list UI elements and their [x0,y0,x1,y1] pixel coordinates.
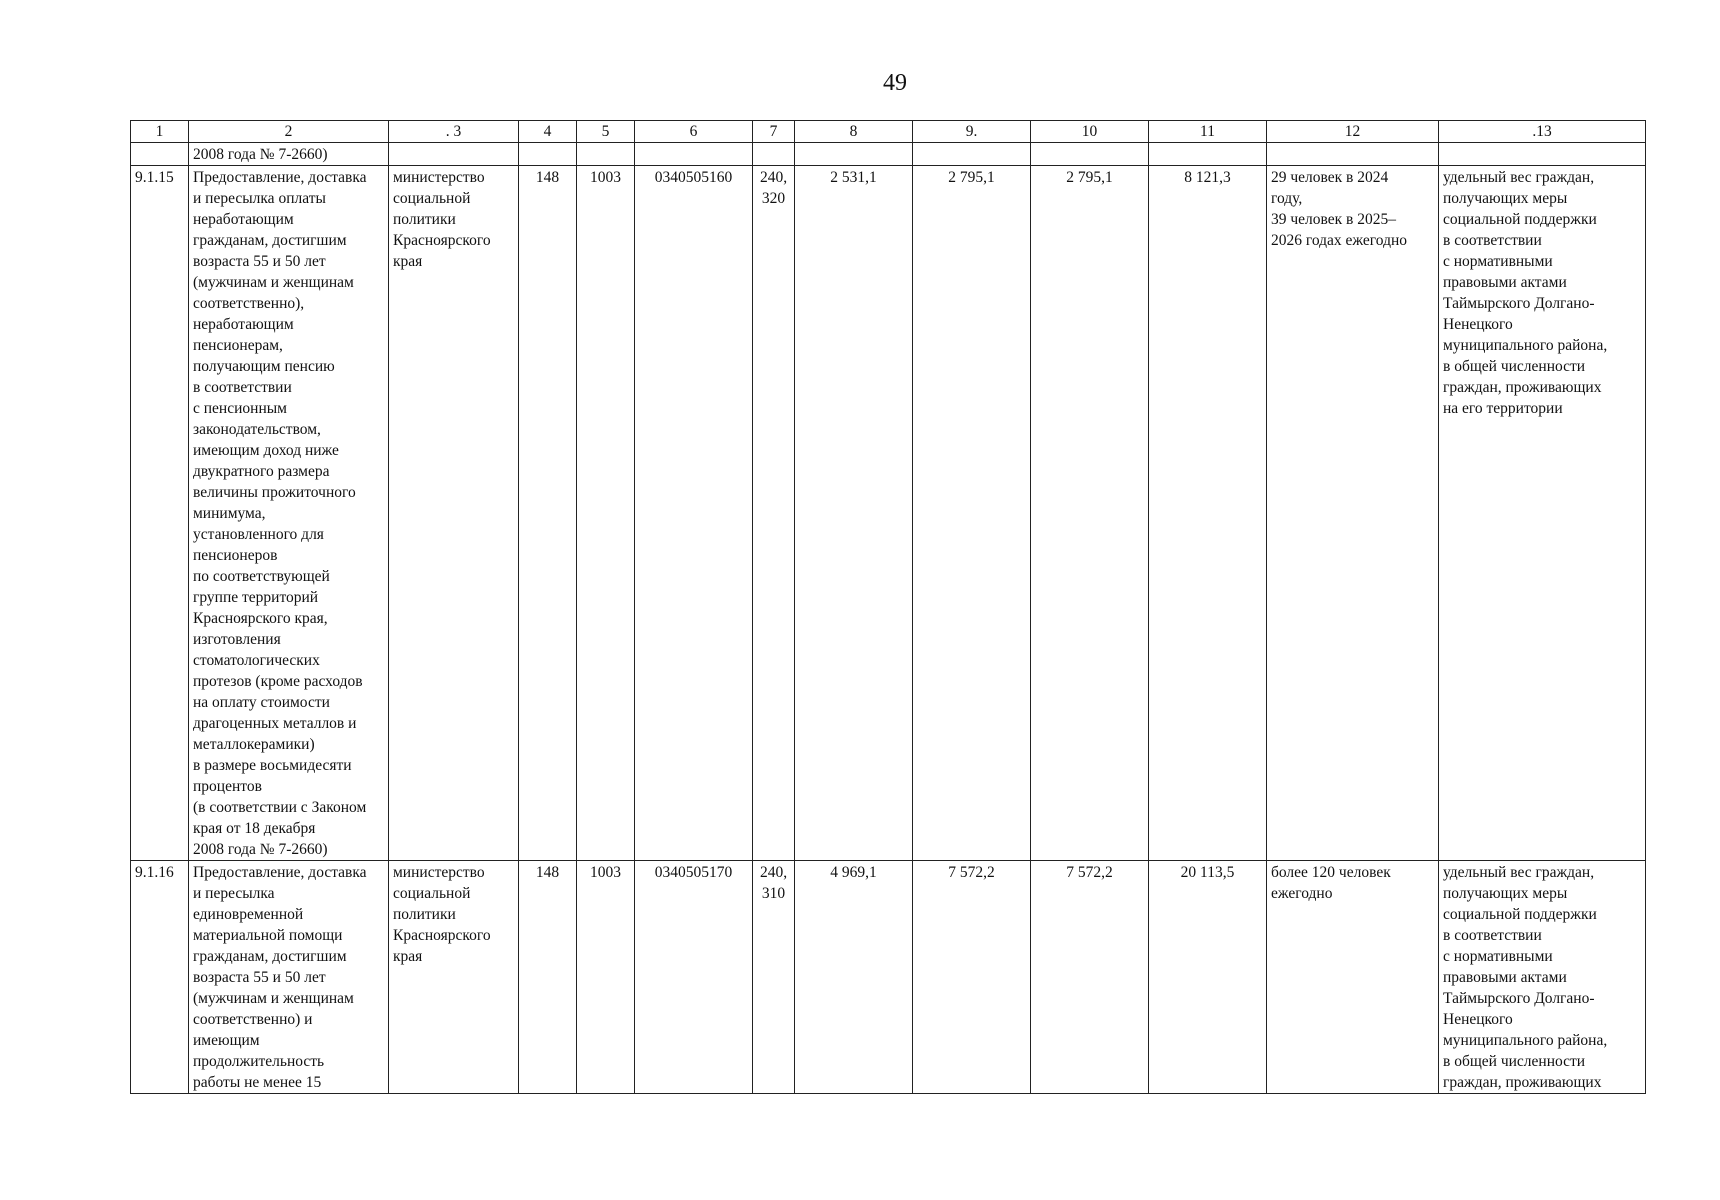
header-cell: 4 [519,121,577,143]
cell-col-11: 20 113,5 [1149,861,1267,1094]
executor: министерство социальной политики Красноярского края [389,166,519,861]
cell-col-7: 240, 320 [753,166,795,861]
cell-col-4: 148 [519,166,577,861]
cell-col-9: 7 572,2 [913,861,1031,1094]
cell-col-13: удельный вес граждан, получающих меры социальной поддержки в соответствии с нормативными правовыми актами Таймырского Долгано- Ненецкого муниципального района, в общей численности граждан, проживающих [1439,861,1646,1094]
header-cell: 6 [635,121,753,143]
cell-col-5: 1003 [577,166,635,861]
header-cell: . 3 [389,121,519,143]
header-cell: 8 [795,121,913,143]
cell-col-8: 4 969,1 [795,861,913,1094]
cell-col-10: 2 795,1 [1031,166,1149,861]
cell-col-11: 8 121,3 [1149,166,1267,861]
continuation-text: 2008 года № 7-2660) [189,143,389,166]
table-row [131,166,1646,861]
cell-col-13: удельный вес граждан, получающих меры социальной поддержки в соответствии с нормативными правовыми актами Таймырского Долгано- Ненецкого муниципального района, в общей численности граждан, проживающих на его территории [1439,166,1646,861]
header-cell: 12 [1267,121,1439,143]
cell-col-12: 29 человек в 2024 году, 39 человек в 2025– 2026 годах ежегодно [1267,166,1439,861]
cell-col-6: 0340505160 [635,166,753,861]
header-cell: 7 [753,121,795,143]
header-cell: 5 [577,121,635,143]
program-table [130,120,1646,1094]
header-cell: .13 [1439,121,1646,143]
page-number: 49 [883,70,907,96]
column-number-row [131,121,1646,143]
row-number: 9.1.15 [131,166,189,861]
cell-col-9: 2 795,1 [913,166,1031,861]
continuation-row [131,143,1646,166]
cell-col-5: 1003 [577,861,635,1094]
cell-col-12: более 120 человек ежегодно [1267,861,1439,1094]
header-cell: 9. [913,121,1031,143]
measure-description: Предоставление, доставка и пересылка единовременной материальной помощи гражданам, достигшим возраста 55 и 50 лет (мужчинам и женщинам соответственно) и имеющим продолжительность работы не менее 15 [189,861,389,1094]
cell-col-8: 2 531,1 [795,166,913,861]
measure-description: Предоставление, доставка и пересылка оплаты неработающим гражданам, достигшим возраста 55 и 50 лет (мужчинам и женщинам соответственно), неработающим пенсионерам, получающим пенсию в соответствии с пенсионным законодательством, имеющим доход ниже двукратного размера величины прожиточного минимума, установленного для пенсионеров по соответствующей группе территорий Красноярского края, изготовления стоматологических протезов (кроме расходов на оплату стоимости драгоценных металлов и металлокерамики) в размере восьмидесяти процентов (в соответствии с Законом края от 18 декабря 2008 года № 7-2660) [189,166,389,861]
header-cell: 1 [131,121,189,143]
table-row [131,861,1646,1094]
header-cell: 11 [1149,121,1267,143]
cell-col-6: 0340505170 [635,861,753,1094]
cell-col-4: 148 [519,861,577,1094]
header-cell: 2 [189,121,389,143]
cell-col-7: 240, 310 [753,861,795,1094]
header-cell: 10 [1031,121,1149,143]
row-number: 9.1.16 [131,861,189,1094]
executor: министерство социальной политики Красноярского края [389,861,519,1094]
cell-col-10: 7 572,2 [1031,861,1149,1094]
